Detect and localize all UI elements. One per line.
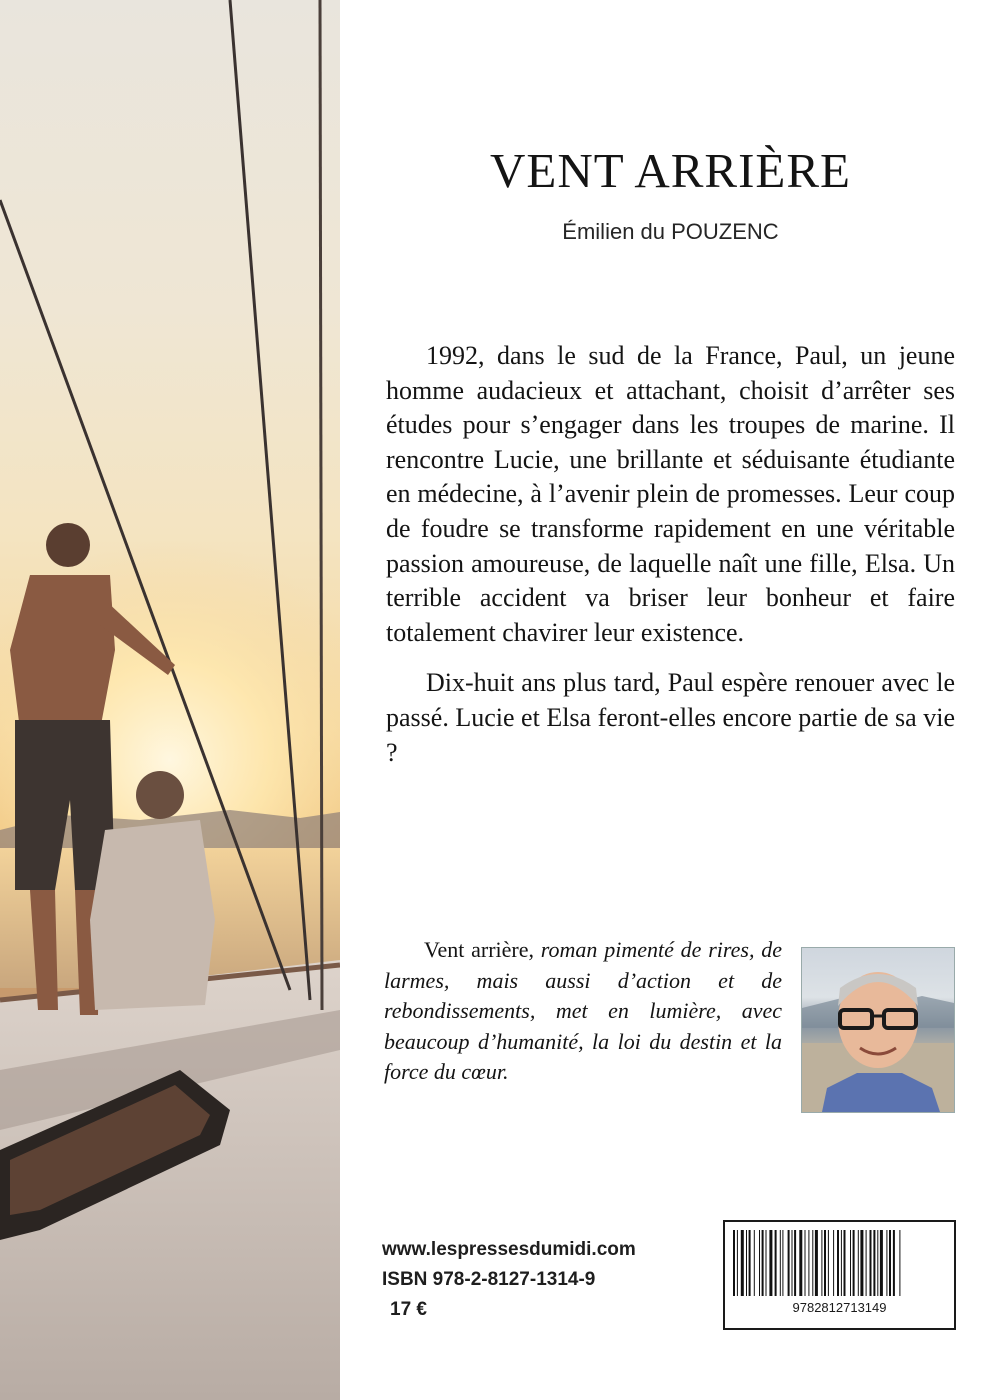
barcode-bar: [824, 1230, 826, 1296]
barcode-bar: [828, 1230, 829, 1296]
synopsis: [386, 339, 955, 770]
barcode-bar: [780, 1230, 781, 1296]
stay-line: [320, 0, 322, 1010]
barcode-bar: [794, 1230, 796, 1296]
barcode-bar: [841, 1230, 842, 1296]
barcode-bar: [837, 1230, 839, 1296]
barcode-bar: [737, 1230, 738, 1296]
barcode-bars: [733, 1230, 946, 1296]
barcode-bar: [889, 1230, 891, 1296]
barcode-bar: [858, 1230, 859, 1296]
barcode-bar: [877, 1230, 878, 1296]
barcode-bar: [792, 1230, 793, 1296]
sailboat-illustration: [0, 0, 340, 1400]
barcode-bar: [870, 1230, 872, 1296]
barcode-bar: [749, 1230, 751, 1296]
barcode-bar: [769, 1230, 772, 1296]
isbn: ISBN 978-2-8127-1314-9: [382, 1269, 596, 1290]
barcode-bar: [754, 1230, 755, 1296]
author-portrait: [802, 948, 954, 1112]
author-photo: [801, 947, 955, 1113]
barcode-bar: [799, 1230, 802, 1296]
barcode-bar: [775, 1230, 777, 1296]
barcode-bar: [805, 1230, 806, 1296]
barcode-bar: [893, 1230, 895, 1296]
barcode: [723, 1220, 956, 1330]
cover-photo-sailboat: [0, 0, 340, 1400]
barcode-bar: [899, 1230, 900, 1296]
barcode-bar: [880, 1230, 883, 1296]
barcode-bar: [733, 1230, 735, 1296]
barcode-bar: [812, 1230, 813, 1296]
synopsis-paragraph: Dix-huit ans plus tard, Paul espère renouer avec le passé. Lucie et Elsa feront-elles encore partie de sa vie ?: [386, 668, 955, 767]
barcode-bar: [759, 1230, 760, 1296]
synopsis-paragraph: 1992, dans le sud de la France, Paul, un jeune homme audacieux et attachant, choisit d’arrêter ses études pour s’engager dans les troupes de marine. Il rencontre Lucie, une brillante et séduisante étudiante en médecine, à l’avenir plein de promesses. Leur coup de foudre se transforme rapidement en une véritable passion amoureuse, de laquelle naît une fille, Elsa. Un terrible accident va briser leur bonheur et faire totalement chavirer leur existence.: [386, 341, 955, 647]
publisher-info: [382, 1235, 636, 1325]
barcode-bar: [866, 1230, 867, 1296]
blurb-text: roman pimenté de rires, de larmes, mais aussi d’action et de rebondissements, met en lumière, avec beaucoup d’humanité, la loi du destin et la force du cœur.: [384, 937, 782, 1084]
barcode-bar: [821, 1230, 822, 1296]
barcode-bar: [782, 1230, 783, 1296]
book-title: VENT ARRIÈRE: [490, 143, 851, 198]
barcode-bar: [741, 1230, 744, 1296]
barcode-bar: [844, 1230, 846, 1296]
barcode-bar: [808, 1230, 809, 1296]
barcode-bar: [853, 1230, 855, 1296]
blurb-lead: Vent arrière,: [424, 937, 534, 962]
barcode-bar: [886, 1230, 887, 1296]
barcode-bar: [788, 1230, 790, 1296]
barcode-bar: [833, 1230, 834, 1296]
publisher-website[interactable]: www.lespressesdumidi.com: [382, 1239, 636, 1260]
blurb: [384, 935, 782, 1088]
barcode-bar: [815, 1230, 818, 1296]
price: 17 €: [390, 1299, 427, 1320]
barcode-bar: [762, 1230, 764, 1296]
barcode-number: 9782812713149: [792, 1300, 887, 1315]
barcode-bar: [860, 1230, 863, 1296]
barcode-bar: [873, 1230, 875, 1296]
barcode-bar: [746, 1230, 747, 1296]
barcode-bar: [850, 1230, 851, 1296]
author-name: Émilien du POUZENC: [562, 219, 779, 244]
barcode-bar: [766, 1230, 767, 1296]
